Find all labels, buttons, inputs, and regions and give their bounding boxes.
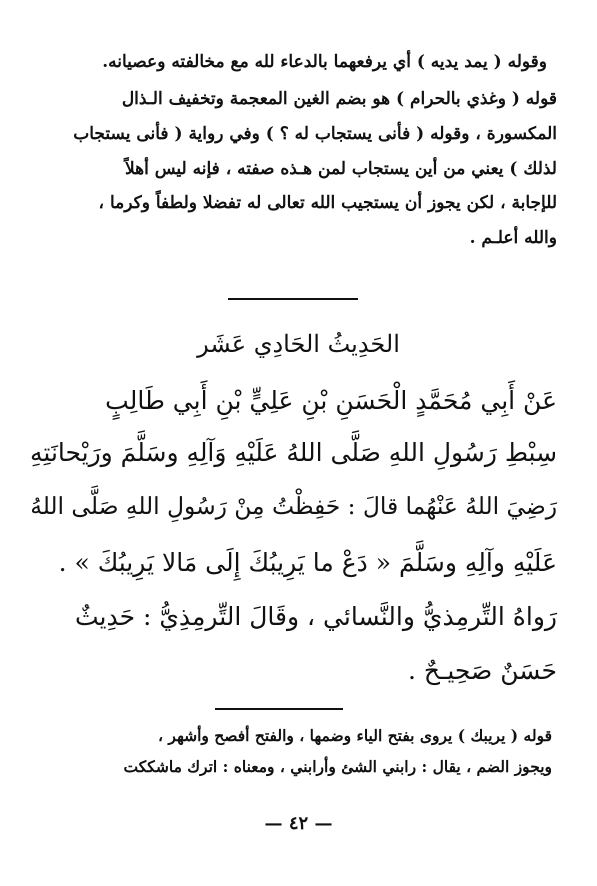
- hadith-line-4: عَلَيْهِ وآلِهِ وسَلَّمَ « دَعْ ما يَرِيبُكَ إِلَى مَالا يَرِيبُكَ » .: [58, 548, 557, 577]
- commentary-line-2: قوله ( وغذي بالحرام ) هو بضم الغين المعجمة وتخفيف الـذال: [121, 89, 557, 109]
- page-number: — ٤٢ —: [264, 813, 333, 834]
- footnote-line-1: قوله ( يريبك ) يروى بفتح الياء وضمها ، والفتح أفصح وأشهر ،: [158, 726, 552, 745]
- commentary-line-3: المكسورة ، وقوله ( فأنى يستجاب له ؟ ) وفي رواية ( فأنى يستجاب: [73, 124, 557, 144]
- hadith-line-5: رَواهُ التِّرمِذيُّ والنَّسائي ، وقَالَ التِّرمِذِيُّ : حَدِيثٌ: [74, 602, 557, 631]
- separator-rule-top: [228, 298, 358, 300]
- hadith-line-3: رَضِيَ اللهُ عَنْهُما قالَ : حَفِظْتُ مِنْ رَسُولِ اللهِ صَلَّى اللهُ: [30, 492, 557, 520]
- separator-rule-footnote: [215, 708, 343, 710]
- hadith-line-1: عَنْ أَبِي مُحَمَّدٍ الْحَسَنِ بْنِ عَلِيٍّ بْنِ أَبِي طَالِبٍ: [105, 386, 557, 415]
- commentary-line-1: وقوله ( يمد يديه ) أي يرفعهما بالدعاء لله مع مخالفته وعصيانه.: [102, 52, 547, 72]
- hadith-line-6: حَسَنٌ صَحِيـحٌ .: [408, 656, 557, 685]
- commentary-line-5: للإجابة ، لكن يجوز أن يستجيب الله تعالى له تفضلا ولطفاً وكرما ،: [98, 193, 557, 213]
- footnote-line-2: ويجوز الضم ، يقال : رابني الشئ وأرابني ، ومعناه : اترك ماشككت: [123, 757, 552, 776]
- commentary-line-6: والله أعلـم .: [469, 228, 557, 248]
- hadith-heading: الحَدِيثُ الحَادِي عَشَر: [197, 330, 400, 358]
- commentary-line-4: لذلك ) يعني من أين يستجاب لمن هـذه صفته ، فإنه ليس أهلاً: [125, 159, 557, 179]
- hadith-line-2: سِبْطِ رَسُولِ اللهِ صَلَّى اللهُ عَلَيْهِ وَآلِهِ وسَلَّمَ ورَيْحانَتِهِ: [30, 438, 557, 467]
